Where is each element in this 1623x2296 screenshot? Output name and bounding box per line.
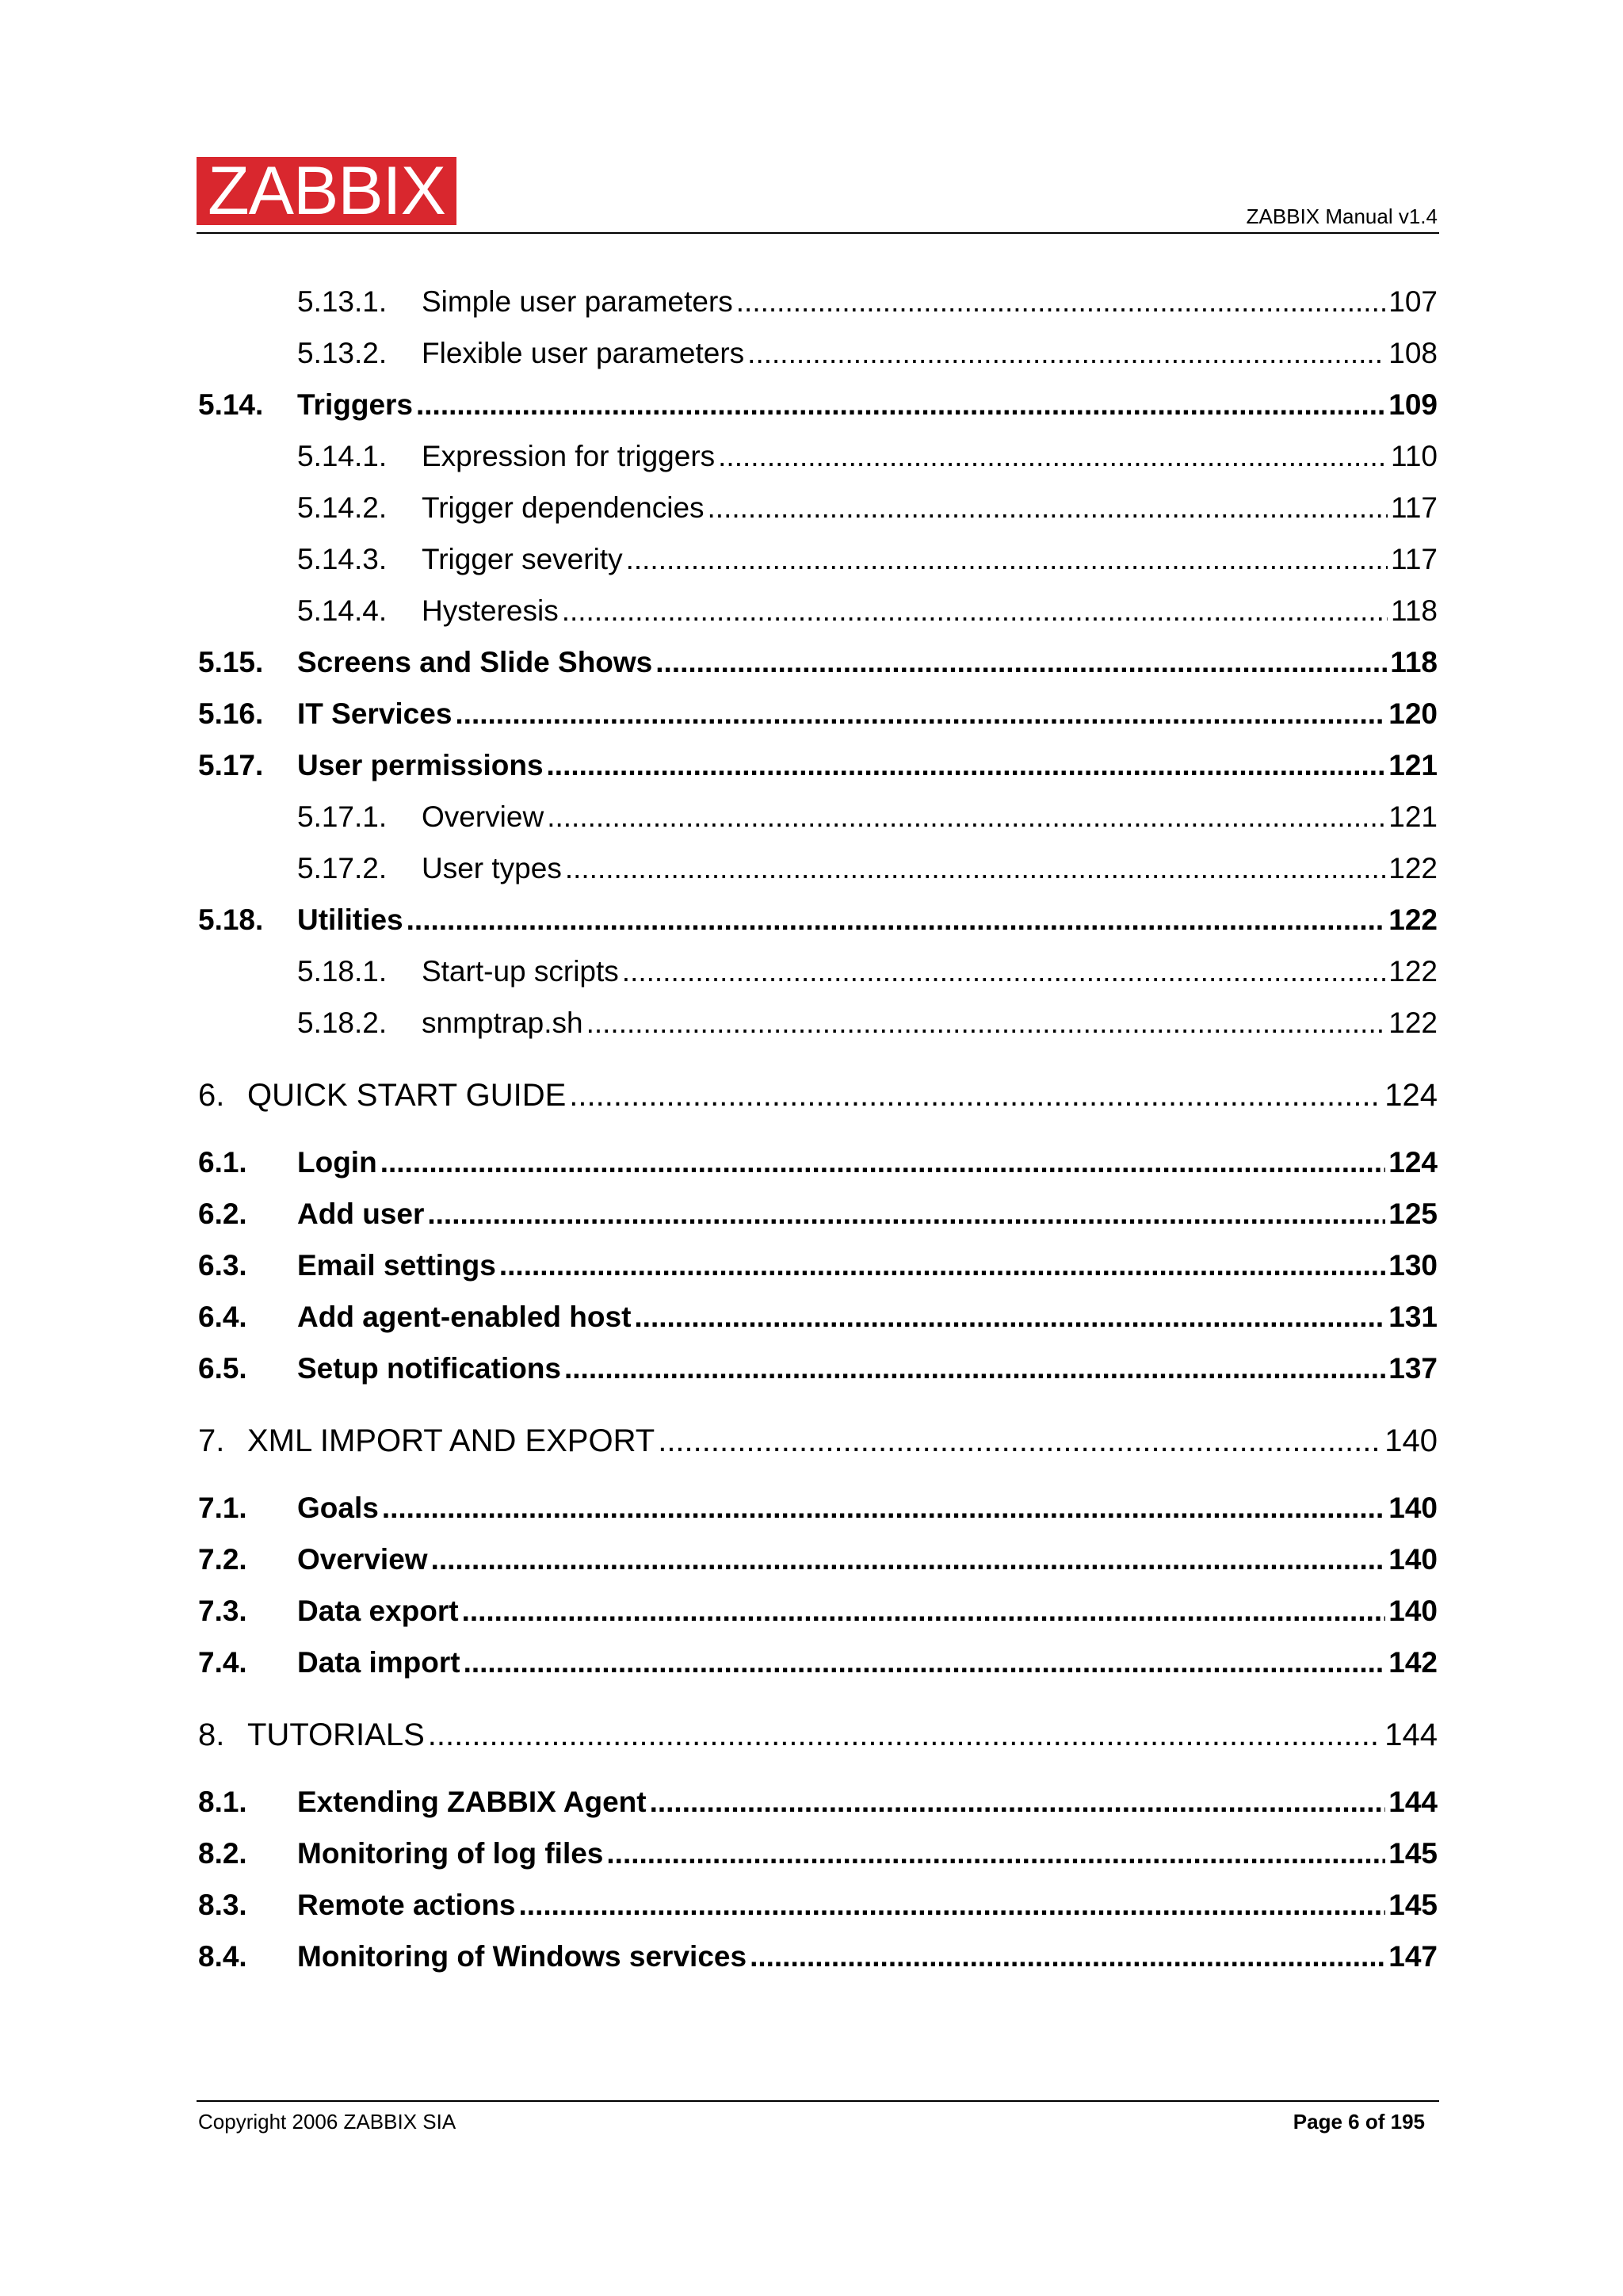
toc-entry-title: Add user xyxy=(297,1198,425,1230)
toc-entry-title: Overview xyxy=(422,800,544,833)
toc-entry-title: Add agent-enabled host xyxy=(297,1301,632,1333)
toc-entry-title: snmptrap.sh xyxy=(422,1007,583,1039)
toc-dot-leader xyxy=(622,953,1385,991)
toc-dot-leader xyxy=(655,644,1387,682)
toc-entry-page: 121 xyxy=(1388,749,1438,781)
toc-dot-leader xyxy=(564,1350,1385,1388)
toc-entry-page: 124 xyxy=(1384,1078,1438,1113)
toc-entry[interactable] xyxy=(198,1835,1438,1886)
toc-entry-number: 7.4. xyxy=(198,1646,247,1679)
toc-dot-leader xyxy=(658,1422,1381,1460)
toc-entry-title: Monitoring of log files xyxy=(297,1837,604,1870)
toc-entry-title: Overview xyxy=(297,1543,428,1576)
toc-entry[interactable] xyxy=(198,541,1438,592)
toc-dot-leader xyxy=(569,1076,1381,1114)
toc-entry-page: 131 xyxy=(1388,1301,1438,1333)
toc-entry[interactable] xyxy=(198,1489,1438,1541)
toc-entry-title: Screens and Slide Shows xyxy=(297,646,653,678)
toc-entry-title: Triggers xyxy=(297,388,413,421)
toc-dot-leader xyxy=(464,1644,1386,1682)
toc-entry[interactable] xyxy=(198,1144,1438,1195)
toc-entry[interactable] xyxy=(198,1247,1438,1298)
toc-entry-page: 124 xyxy=(1388,1146,1438,1179)
toc-entry-number: 8.2. xyxy=(198,1837,247,1870)
toc-dot-leader xyxy=(416,386,1385,424)
toc-entry-title: Remote actions xyxy=(297,1889,516,1921)
toc-entry-title: Setup notifications xyxy=(297,1352,561,1385)
toc-dot-leader xyxy=(565,850,1385,888)
manual-title: ZABBIX Manual v1.4 xyxy=(1246,204,1438,228)
footer-divider xyxy=(197,2100,1439,2102)
toc-dot-leader xyxy=(547,798,1385,836)
toc-entry-page: 147 xyxy=(1388,1940,1438,1973)
toc-entry-number: 5.14.1. xyxy=(297,440,388,472)
toc-entry-page: 118 xyxy=(1390,646,1438,678)
toc-entry-title: Email settings xyxy=(297,1249,496,1282)
toc-entry[interactable] xyxy=(198,386,1438,437)
toc-entry-page: 145 xyxy=(1388,1837,1438,1870)
toc-entry[interactable] xyxy=(198,437,1438,489)
toc-dot-leader xyxy=(519,1886,1386,1924)
toc-entry-page: 110 xyxy=(1391,440,1438,472)
toc-entry-title: Flexible user parameters xyxy=(422,337,745,369)
toc-entry-page: 144 xyxy=(1388,1786,1438,1818)
header-divider xyxy=(197,232,1439,234)
toc-entry[interactable] xyxy=(198,1938,1438,1989)
toc-entry-page: 140 xyxy=(1388,1595,1438,1627)
toc-entry-page: 109 xyxy=(1388,388,1438,421)
toc-entry-number: 5.16. xyxy=(198,697,264,730)
toc-dot-leader xyxy=(499,1247,1385,1285)
toc-dot-leader xyxy=(708,489,1388,527)
toc-dot-leader xyxy=(750,1938,1385,1976)
toc-entry-page: 140 xyxy=(1388,1492,1438,1524)
toc-entry-page: 130 xyxy=(1388,1249,1438,1282)
toc-entry-title: TUTORIALS xyxy=(247,1717,425,1752)
toc-entry-page: 121 xyxy=(1388,800,1438,833)
toc-entry-number: 5.14.4. xyxy=(297,594,388,627)
toc-dot-leader xyxy=(455,695,1385,733)
toc-entry[interactable] xyxy=(198,953,1438,1004)
toc-entry-number: 6.3. xyxy=(198,1249,247,1282)
toc-entry[interactable] xyxy=(198,850,1438,901)
toc-entry-page: 122 xyxy=(1388,955,1438,988)
toc-entry-title: Data export xyxy=(297,1595,459,1627)
toc-entry-number: 7.3. xyxy=(198,1595,247,1627)
toc-entry-page: 122 xyxy=(1388,852,1438,884)
toc-entry-page: 144 xyxy=(1384,1717,1438,1752)
table-of-contents xyxy=(198,283,1438,1989)
toc-entry[interactable] xyxy=(198,592,1438,644)
toc-entry-number: 7. xyxy=(198,1423,225,1458)
toc-entry-title: User types xyxy=(422,852,562,884)
toc-entry-title: Expression for triggers xyxy=(422,440,716,472)
toc-entry-page: 107 xyxy=(1388,285,1438,318)
toc-entry-page: 122 xyxy=(1388,1007,1438,1039)
toc-entry-page: 108 xyxy=(1388,337,1438,369)
toc-entry-number: 6.2. xyxy=(198,1198,247,1230)
footer-page-number: Page 6 of 195 xyxy=(1293,2110,1425,2134)
toc-entry-title: Extending ZABBIX Agent xyxy=(297,1786,647,1818)
toc-entry-title: Login xyxy=(297,1146,377,1179)
toc-entry-title: Data import xyxy=(297,1646,460,1679)
toc-entry[interactable] xyxy=(198,1541,1438,1592)
toc-dot-leader xyxy=(747,334,1385,372)
toc-entry-number: 5.15. xyxy=(198,646,264,678)
toc-entry-title: Hysteresis xyxy=(422,594,559,627)
toc-entry-number: 8. xyxy=(198,1717,225,1752)
toc-entry[interactable] xyxy=(198,747,1438,798)
toc-entry[interactable] xyxy=(198,283,1438,334)
toc-entry-page: 125 xyxy=(1388,1198,1438,1230)
toc-entry-number: 8.1. xyxy=(198,1786,247,1818)
toc-entry-number: 8.3. xyxy=(198,1889,247,1921)
toc-entry[interactable] xyxy=(198,901,1438,953)
toc-entry-number: 8.4. xyxy=(198,1940,247,1973)
toc-entry-title: Utilities xyxy=(297,904,403,936)
toc-entry[interactable] xyxy=(198,695,1438,747)
toc-dot-leader xyxy=(586,1004,1386,1042)
toc-entry[interactable] xyxy=(198,334,1438,386)
toc-dot-leader xyxy=(562,592,1388,630)
toc-entry-number: 7.1. xyxy=(198,1492,247,1524)
toc-entry[interactable] xyxy=(198,644,1438,695)
toc-entry-title: Simple user parameters xyxy=(422,285,733,318)
toc-entry-number: 6.5. xyxy=(198,1352,247,1385)
toc-entry[interactable] xyxy=(198,1004,1438,1056)
toc-entry-page: 137 xyxy=(1388,1352,1438,1385)
toc-dot-leader xyxy=(626,541,1388,579)
toc-dot-leader xyxy=(407,901,1386,939)
toc-dot-leader xyxy=(427,1195,1385,1233)
toc-entry-page: 140 xyxy=(1384,1423,1438,1458)
toc-entry-number: 5.13.2. xyxy=(297,337,388,369)
toc-entry-page: 117 xyxy=(1391,491,1438,524)
toc-dot-leader xyxy=(547,747,1386,785)
toc-entry-number: 5.18. xyxy=(198,904,264,936)
toc-entry[interactable] xyxy=(198,1783,1438,1835)
toc-entry-number: 5.14.3. xyxy=(297,543,388,575)
toc-entry-title: QUICK START GUIDE xyxy=(247,1078,567,1113)
toc-entry-title: Monitoring of Windows services xyxy=(297,1940,747,1973)
footer-copyright: Copyright 2006 ZABBIX SIA xyxy=(198,2110,456,2134)
toc-entry-title: IT Services xyxy=(297,697,453,730)
toc-entry-title: Trigger severity xyxy=(422,543,623,575)
toc-entry[interactable] xyxy=(198,1076,1438,1128)
toc-dot-leader xyxy=(736,283,1386,321)
toc-dot-leader xyxy=(431,1541,1386,1579)
toc-dot-leader xyxy=(382,1489,1385,1527)
toc-entry-number: 6. xyxy=(198,1078,225,1113)
toc-entry-page: 142 xyxy=(1388,1646,1438,1679)
toc-entry-number: 5.17. xyxy=(198,749,264,781)
toc-entry-number: 5.17.1. xyxy=(297,800,388,833)
toc-dot-leader xyxy=(380,1144,1386,1182)
toc-entry-page: 120 xyxy=(1388,697,1438,730)
toc-entry[interactable] xyxy=(198,798,1438,850)
toc-entry-number: 6.1. xyxy=(198,1146,247,1179)
toc-entry[interactable] xyxy=(198,1886,1438,1938)
toc-entry-number: 5.14. xyxy=(198,388,264,421)
toc-dot-leader xyxy=(634,1298,1385,1336)
toc-entry-page: 118 xyxy=(1391,594,1438,627)
zabbix-logo: ZABBIX xyxy=(197,157,456,225)
toc-entry-title: Trigger dependencies xyxy=(422,491,705,524)
toc-dot-leader xyxy=(718,437,1388,476)
toc-entry[interactable] xyxy=(198,1592,1438,1644)
toc-entry-page: 140 xyxy=(1388,1543,1438,1576)
toc-entry-page: 122 xyxy=(1388,904,1438,936)
toc-dot-leader xyxy=(606,1835,1385,1873)
toc-dot-leader xyxy=(462,1592,1386,1630)
toc-entry-number: 7.2. xyxy=(198,1543,247,1576)
toc-entry-page: 117 xyxy=(1391,543,1438,575)
toc-entry[interactable] xyxy=(198,1298,1438,1350)
toc-dot-leader xyxy=(650,1783,1386,1821)
toc-entry-number: 5.17.2. xyxy=(297,852,388,884)
toc-entry-number: 6.4. xyxy=(198,1301,247,1333)
toc-entry[interactable] xyxy=(198,1350,1438,1401)
toc-entry-page: 145 xyxy=(1388,1889,1438,1921)
toc-entry[interactable] xyxy=(198,1716,1438,1767)
toc-dot-leader xyxy=(428,1716,1382,1754)
toc-entry-title: Start-up scripts xyxy=(422,955,619,988)
toc-entry[interactable] xyxy=(198,1422,1438,1473)
toc-entry[interactable] xyxy=(198,489,1438,541)
toc-entry-title: Goals xyxy=(297,1492,379,1524)
toc-entry[interactable] xyxy=(198,1195,1438,1247)
toc-entry-title: XML IMPORT AND EXPORT xyxy=(247,1423,655,1458)
toc-entry-number: 5.13.1. xyxy=(297,285,388,318)
toc-entry-number: 5.18.1. xyxy=(297,955,388,988)
toc-entry-number: 5.14.2. xyxy=(297,491,388,524)
toc-entry-title: User permissions xyxy=(297,749,544,781)
toc-entry[interactable] xyxy=(198,1644,1438,1695)
toc-entry-number: 5.18.2. xyxy=(297,1007,388,1039)
